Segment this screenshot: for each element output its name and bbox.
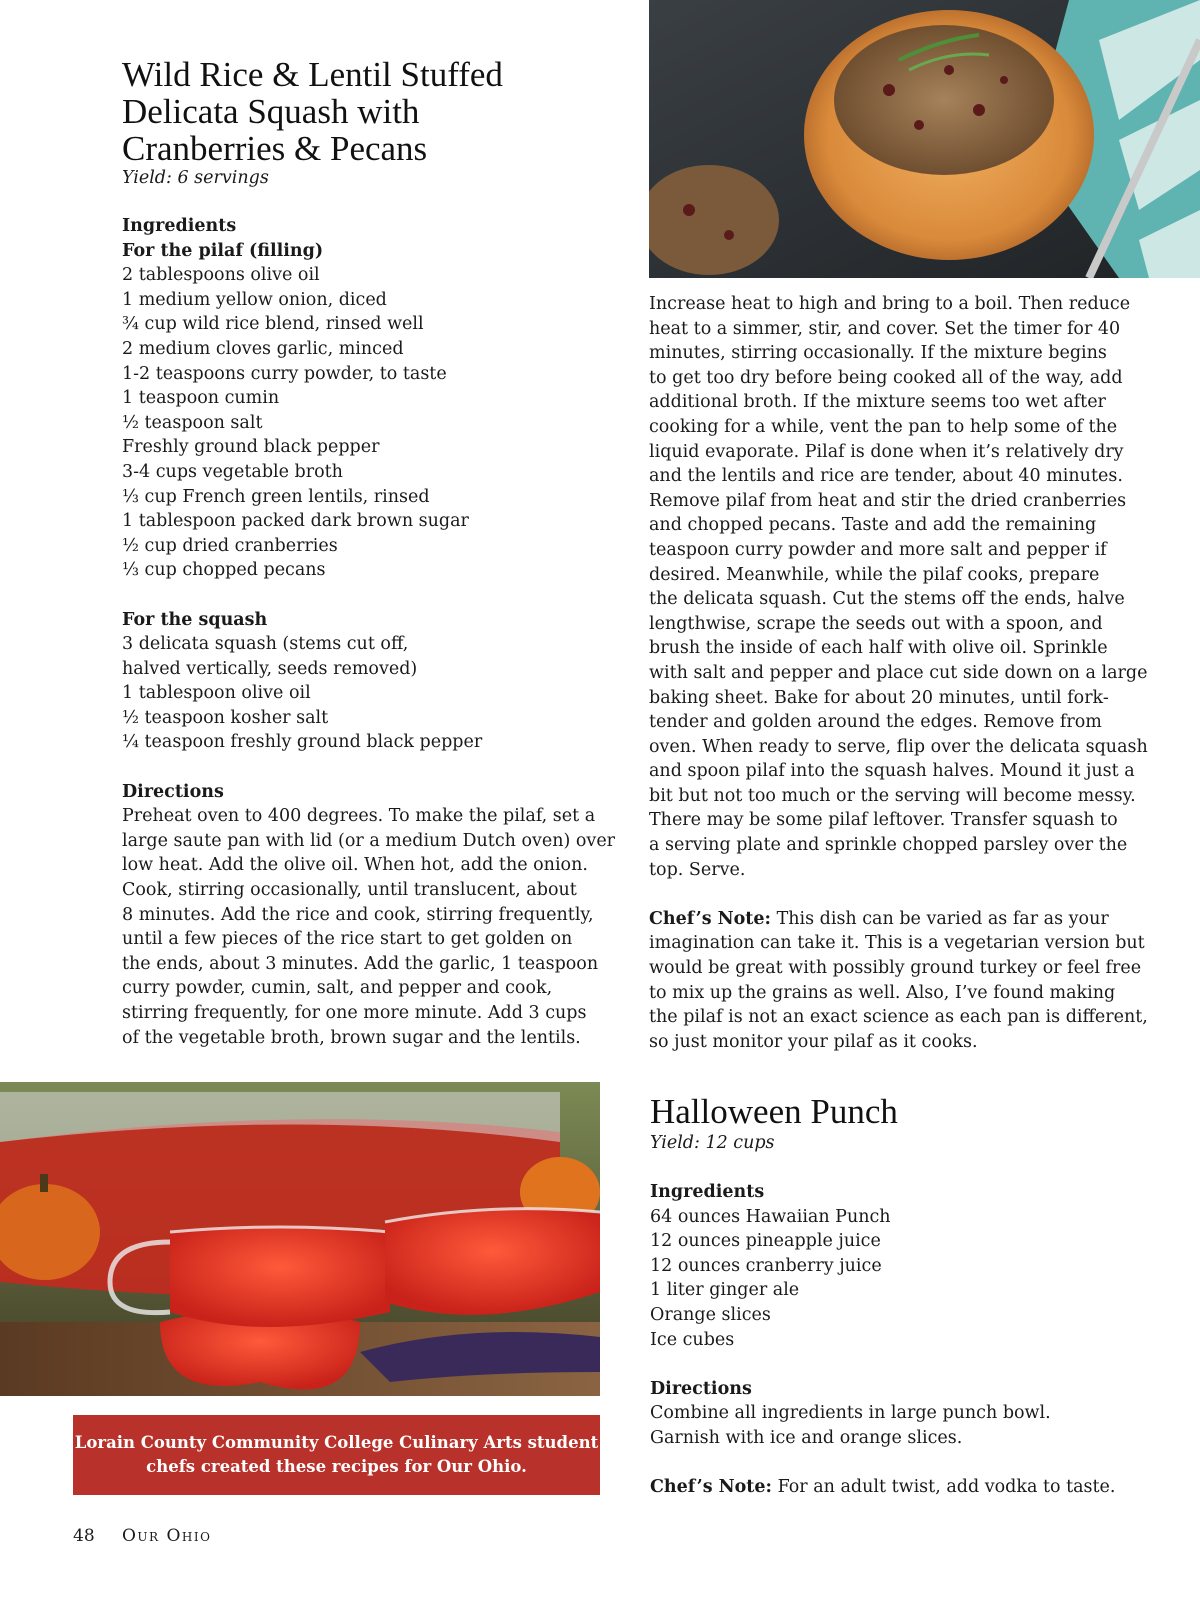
directions-line: desired. Meanwhile, while the pilaf cooks, prepare — [649, 564, 1100, 585]
halloween-punch-photo — [0, 1082, 600, 1396]
directions-line: baking sheet. Bake for about 20 minutes, until fork- — [649, 687, 1109, 708]
directions-line: large saute pan with lid (or a medium Dutch oven) over — [122, 830, 616, 851]
directions-line: Remove pilaf from heat and stir the dried cranberries — [649, 490, 1127, 511]
chefs-note-line: imagination can take it. This is a vegetarian version but — [649, 933, 1145, 954]
directions-line: curry powder, cumin, salt, and pepper and cook, — [122, 978, 553, 999]
photo-caption — [73, 1415, 600, 1495]
directions-line: teaspoon curry powder and more salt and pepper if — [649, 539, 1107, 560]
directions-line: 8 minutes. Add the rice and cook, stirring frequently, — [122, 904, 594, 925]
page-number: 48 — [73, 1526, 95, 1546]
directions-line: Cook, stirring occasionally, until translucent, about — [122, 880, 577, 901]
directions-line: the delicata squash. Cut the stems off the ends, halve — [649, 589, 1125, 610]
directions-line: minutes, stirring occasionally. If the mixture begins — [649, 343, 1107, 364]
directions-continued — [649, 292, 1179, 1054]
ingredient-item: halved vertically, seeds removed) — [122, 658, 418, 679]
ingredient-item: 3 delicata squash (stems cut off, — [122, 634, 409, 655]
ingredient-item: 1 teaspoon cumin — [122, 388, 280, 409]
chefs-note-label: Chef’s Note: — [649, 908, 771, 929]
punch-recipe-body — [650, 1180, 1180, 1500]
directions-line: of the vegetable broth, brown sugar and the lentils. — [122, 1027, 581, 1048]
directions-line: to get too dry before being cooked all of the way, add — [649, 367, 1123, 388]
ingredient-item: 1-2 teaspoons curry powder, to taste — [122, 363, 447, 384]
ingredient-item: ½ teaspoon kosher salt — [122, 707, 329, 728]
squash-heading: For the squash — [122, 609, 268, 630]
ingredient-item: ¼ teaspoon freshly ground black pepper — [122, 732, 483, 753]
directions-line: lengthwise, scrape the seeds out with a spoon, and — [649, 613, 1103, 634]
directions-heading: Directions — [122, 781, 224, 802]
ingredient-item: 1 medium yellow onion, diced — [122, 289, 387, 310]
recipe-title-line: Delicata Squash with — [122, 92, 420, 131]
caption-line: Lorain County Community College Culinary Arts student — [74, 1433, 599, 1452]
chefs-note-line: to mix up the grains as well. Also, I’ve found making — [649, 982, 1116, 1003]
pilaf-heading: For the pilaf (filling) — [122, 240, 324, 261]
ingredient-item: Freshly ground black pepper — [122, 437, 380, 458]
directions-line: Increase heat to high and bring to a boil. Then reduce — [649, 294, 1131, 314]
chefs-note-text: For an adult twist, add vodka to taste. — [772, 1477, 1116, 1498]
directions-line: oven. When ready to serve, flip over the delicata squash — [649, 736, 1148, 757]
directions-line: tender and golden around the edges. Remove from — [649, 712, 1102, 733]
directions-line: and chopped pecans. Taste and add the remaining — [649, 515, 1097, 536]
ingredient-item: 1 tablespoon olive oil — [122, 683, 311, 704]
ingredient-item: ½ cup dried cranberries — [122, 535, 338, 556]
directions-line: and the lentils and rice are tender, about 40 minutes. — [649, 466, 1123, 487]
directions-line: cooking for a while, vent the pan to help some of the — [649, 416, 1118, 437]
recipe-yield: Yield: 12 cups — [650, 1133, 775, 1153]
ingredients-heading: Ingredients — [650, 1182, 765, 1202]
ingredient-item: 2 tablespoons olive oil — [122, 265, 320, 286]
recipe-title: Halloween Punch — [650, 1092, 898, 1131]
directions-line: low heat. Add the olive oil. When hot, add the onion. — [122, 855, 588, 876]
ingredient-item: 1 tablespoon packed dark brown sugar — [122, 511, 469, 532]
directions-line: heat to a simmer, stir, and cover. Set the timer for 40 — [649, 318, 1121, 339]
directions-heading: Directions — [650, 1378, 752, 1399]
recipe-title-line: Wild Rice & Lentil Stuffed — [122, 55, 503, 94]
recipe-title-line: Cranberries & Pecans — [122, 129, 428, 168]
ingredients-section — [122, 214, 616, 1050]
ingredient-item: ⅓ cup French green lentils, rinsed — [122, 486, 430, 507]
directions-line: with salt and pepper and place cut side down on a large — [649, 662, 1148, 683]
directions-line: the ends, about 3 minutes. Add the garlic, 1 teaspoon — [122, 953, 599, 974]
chefs-note — [649, 907, 1179, 932]
recipe-yield: Yield: 6 servings — [122, 168, 269, 188]
ingredient-item: 12 ounces pineapple juice — [650, 1231, 881, 1252]
directions-line: and spoon pilaf into the squash halves. Mound it just a — [649, 761, 1135, 782]
chefs-note-line: the pilaf is not an exact science as each pan is different, — [649, 1007, 1148, 1028]
chefs-note — [650, 1475, 1180, 1500]
directions-line: Preheat oven to 400 degrees. To make the pilaf, set a — [122, 806, 596, 827]
directions-line: There may be some pilaf leftover. Transfer squash to — [649, 810, 1118, 831]
recipe-title — [122, 56, 592, 167]
chefs-note-line: so just monitor your pilaf as it cooks. — [649, 1031, 978, 1052]
directions-line: a serving plate and sprinkle chopped parsley over the — [649, 835, 1128, 856]
directions-line: Garnish with ice and orange slices. — [650, 1427, 963, 1448]
chefs-note-label: Chef’s Note: — [650, 1477, 772, 1498]
directions-line: liquid evaporate. Pilaf is done when it’s relatively dry — [649, 441, 1124, 462]
ingredient-item: 3-4 cups vegetable broth — [122, 461, 343, 482]
caption-line: chefs created these recipes for Our Ohio. — [146, 1457, 527, 1476]
directions-line: top. Serve. — [649, 859, 746, 880]
ingredient-item: Ice cubes — [650, 1329, 735, 1350]
stuffed-squash-photo — [649, 0, 1200, 278]
magazine-name: Our Ohio — [122, 1526, 212, 1546]
directions-line: bit but not too much or the serving will become messy. — [649, 785, 1136, 806]
directions-line: Combine all ingredients in large punch bowl. — [650, 1403, 1051, 1424]
directions-line: additional broth. If the mixture seems too wet after — [649, 392, 1106, 413]
ingredients-heading: Ingredients — [122, 216, 237, 236]
ingredient-item: ½ teaspoon salt — [122, 412, 263, 433]
directions-line: brush the inside of each half with olive oil. Sprinkle — [649, 638, 1108, 659]
ingredient-item: ¾ cup wild rice blend, rinsed well — [122, 314, 424, 335]
ingredient-item: Orange slices — [650, 1304, 771, 1325]
ingredient-item: 1 liter ginger ale — [650, 1280, 800, 1301]
chefs-note-line: would be great with possibly ground turkey or feel free — [649, 958, 1142, 979]
directions-line: stirring frequently, for one more minute. Add 3 cups — [122, 1003, 587, 1023]
ingredient-item: 12 ounces cranberry juice — [650, 1255, 882, 1276]
chefs-note-text: This dish can be varied as far as your — [771, 908, 1109, 929]
ingredient-item: 64 ounces Hawaiian Punch — [650, 1206, 891, 1227]
ingredient-item: 2 medium cloves garlic, minced — [122, 338, 404, 359]
directions-line: until a few pieces of the rice start to get golden on — [122, 929, 573, 950]
ingredient-item: ⅓ cup chopped pecans — [122, 560, 326, 581]
